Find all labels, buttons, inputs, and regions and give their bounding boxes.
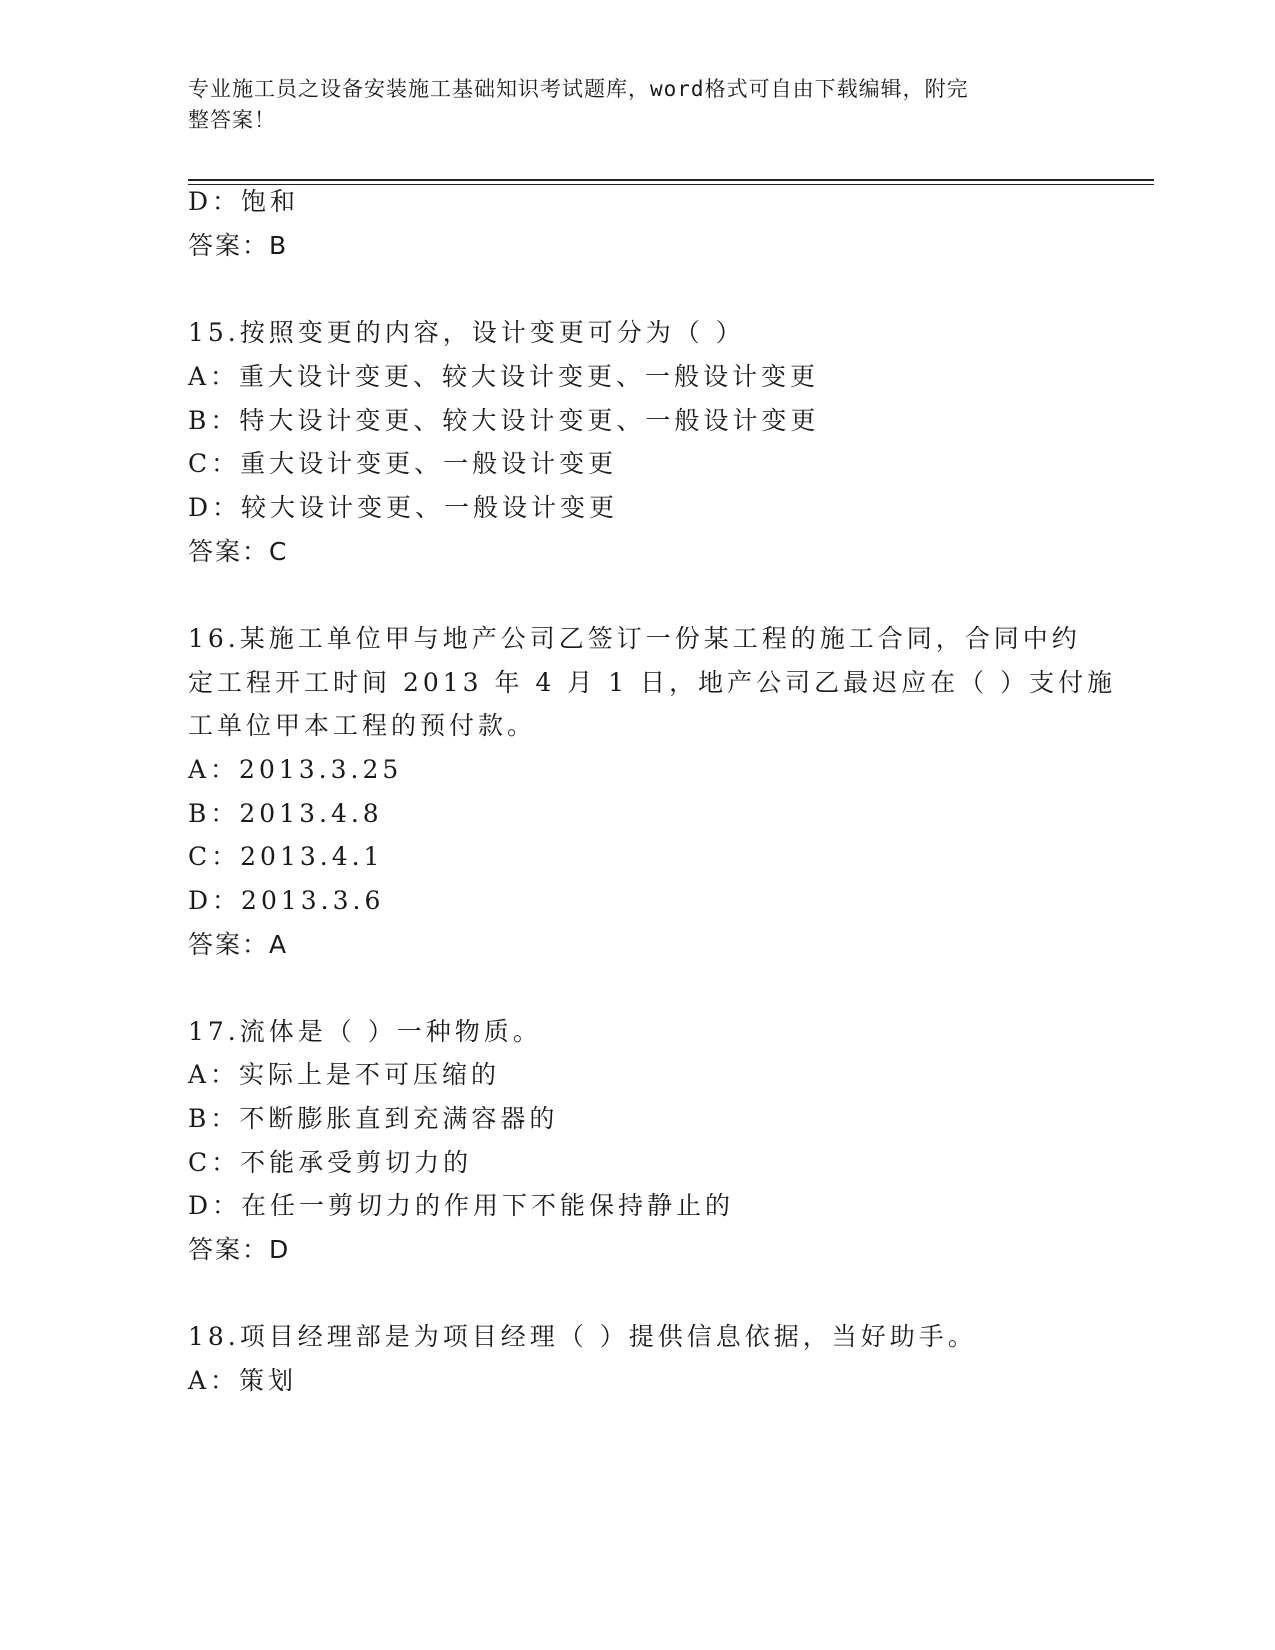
q16-option-c: C：2013.4.1 bbox=[188, 842, 384, 871]
q17-option-a: A：实际上是不可压缩的 bbox=[188, 1060, 501, 1089]
q18-option-a: A：策划 bbox=[188, 1366, 298, 1395]
q15-option-c: C：重大设计变更、一般设计变更 bbox=[188, 449, 618, 478]
document-header bbox=[188, 74, 1088, 136]
q18-stem: 18.项目经理部是为项目经理（ ）提供信息依据，当好助手。 bbox=[188, 1322, 977, 1351]
q16-option-d: D：2013.3.6 bbox=[188, 886, 385, 915]
header-divider bbox=[188, 179, 1154, 181]
q15-answer: 答案：C bbox=[188, 537, 289, 566]
q17-answer: 答案：D bbox=[188, 1235, 291, 1264]
q16-stem-line-3: 工单位甲本工程的预付款。 bbox=[188, 711, 537, 740]
q14-answer: 答案：B bbox=[188, 231, 289, 260]
q15-stem: 15.按照变更的内容，设计变更可分为（ ） bbox=[188, 318, 745, 347]
header-line-1: 专业施工员之设备安装施工基础知识考试题库，word格式可自由下载编辑，附完 bbox=[188, 77, 969, 101]
q16-stem-line-1: 16.某施工单位甲与地产公司乙签订一份某工程的施工合同，合同中约 bbox=[188, 624, 1081, 653]
q15-option-a: A：重大设计变更、较大设计变更、一般设计变更 bbox=[188, 362, 820, 391]
q16-answer: 答案：A bbox=[188, 930, 289, 959]
q17-option-b: B：不断膨胀直到充满容器的 bbox=[188, 1104, 559, 1133]
q16-option-b: B：2013.4.8 bbox=[188, 799, 383, 828]
q17-option-c: C：不能承受剪切力的 bbox=[188, 1148, 473, 1177]
header-divider-thin bbox=[188, 184, 1154, 185]
q14-option-d: D：饱和 bbox=[188, 187, 300, 216]
q16-option-a: A：2013.3.25 bbox=[188, 755, 403, 784]
q15-option-d: D：较大设计变更、一般设计变更 bbox=[188, 493, 619, 522]
q17-stem: 17.流体是（ ）一种物质。 bbox=[188, 1017, 542, 1046]
q15-option-b: B：特大设计变更、较大设计变更、一般设计变更 bbox=[188, 406, 820, 435]
header-line-2: 整答案！ bbox=[188, 108, 276, 132]
q17-option-d: D：在任一剪切力的作用下不能保持静止的 bbox=[188, 1191, 735, 1220]
q16-stem-line-2: 定工程开工时间 2013 年 4 月 1 日，地产公司乙最迟应在（ ）支付施 bbox=[188, 668, 1117, 697]
